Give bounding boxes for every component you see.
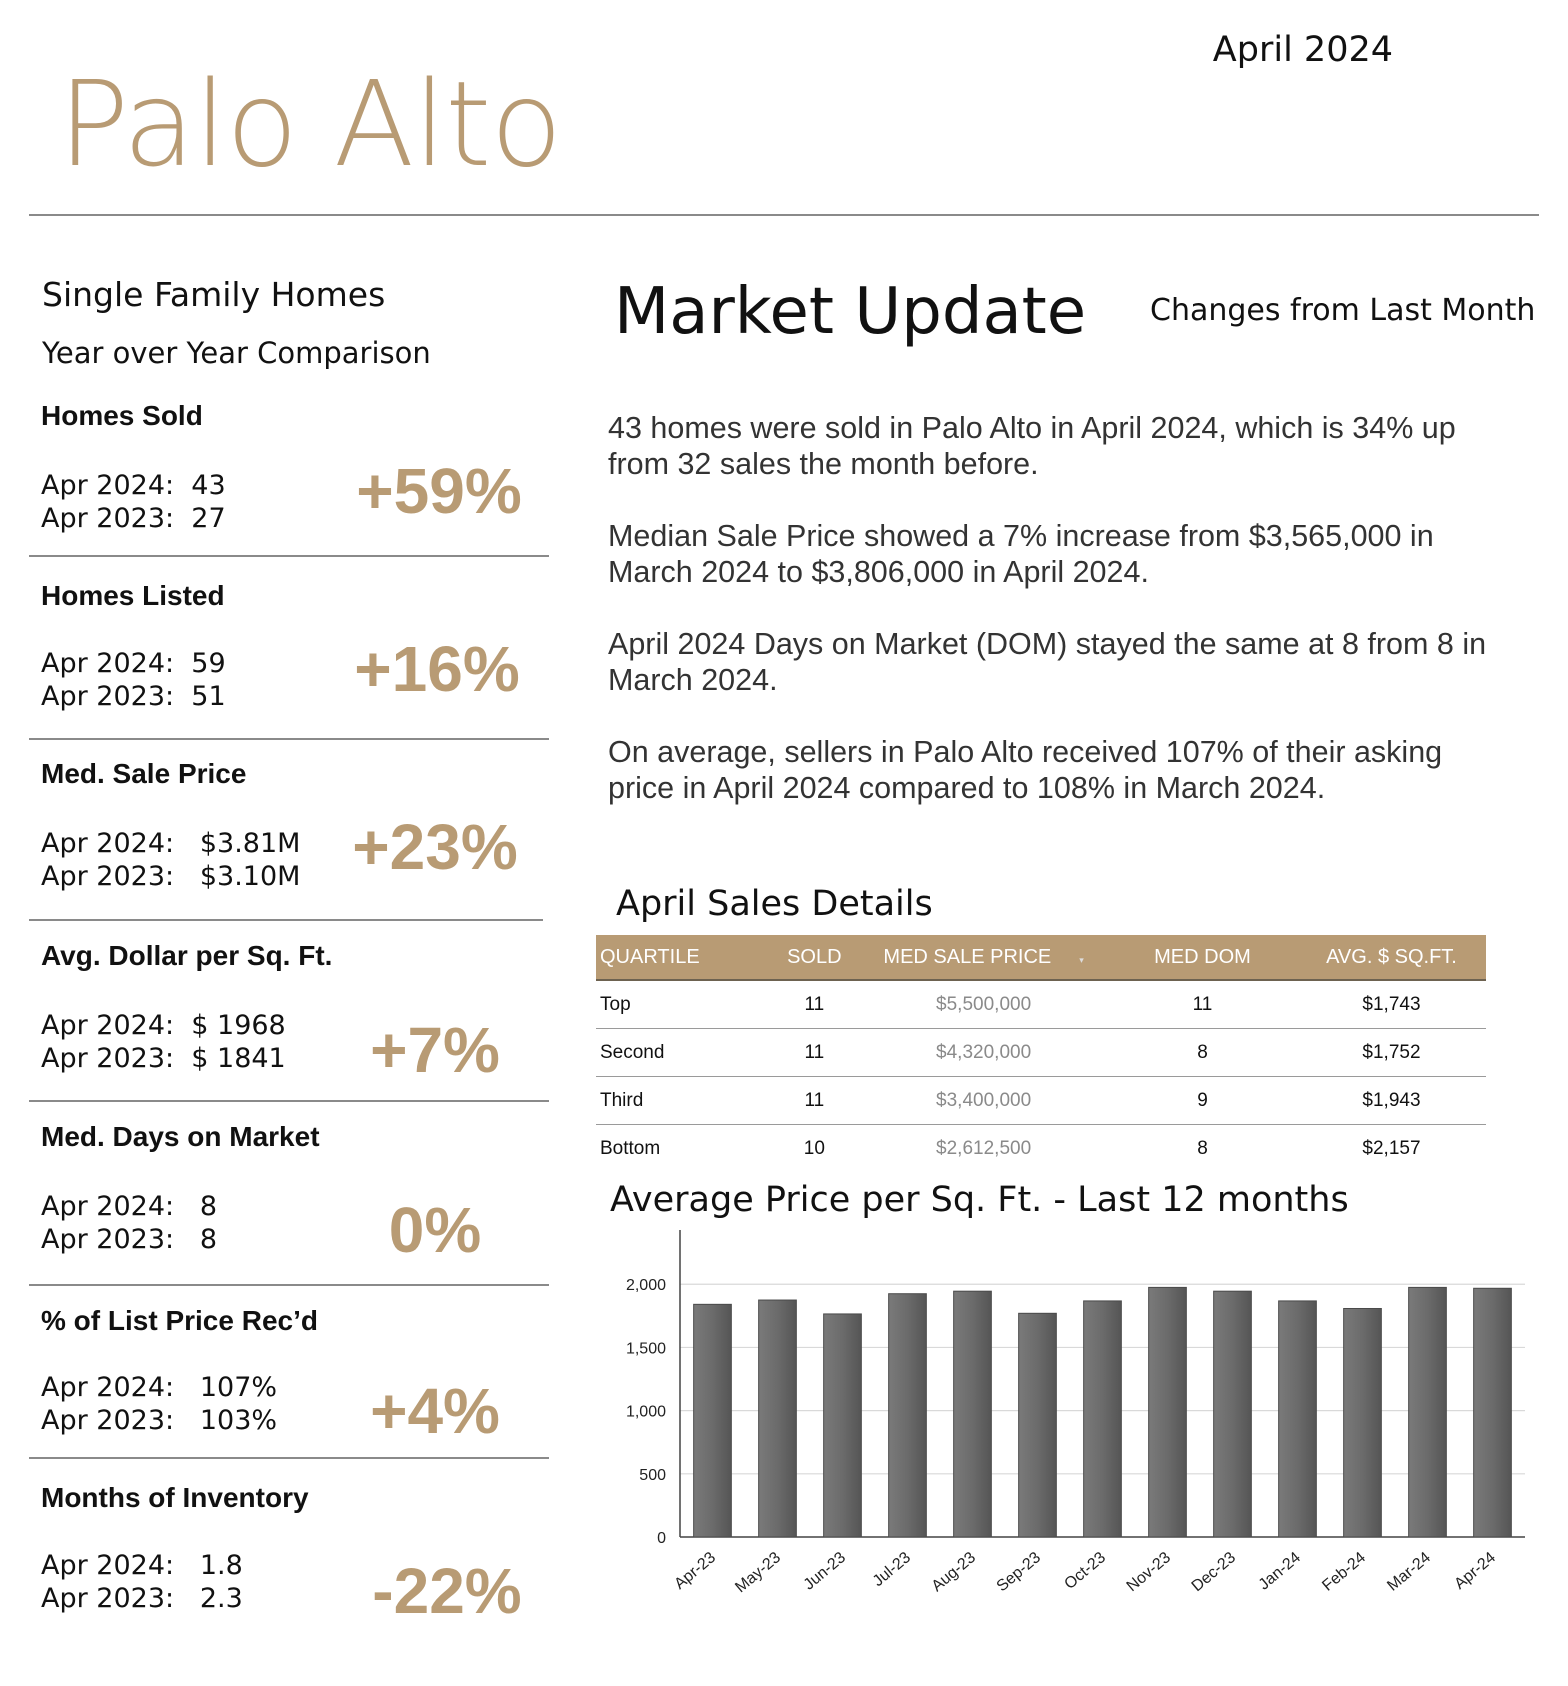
- table-cell: 8: [1197, 1137, 1208, 1159]
- x-tick-label: Jan-24: [1255, 1549, 1305, 1594]
- table-cell: Top: [596, 980, 769, 1029]
- column-header[interactable]: SOLD: [769, 935, 859, 980]
- metric-previous: Apr 2023: $ 1841: [41, 1043, 286, 1074]
- x-tick-label: Feb-24: [1319, 1549, 1370, 1595]
- metric-title: Avg. Dollar per Sq. Ft.: [41, 940, 333, 971]
- x-tick-label: Nov-23: [1123, 1549, 1175, 1596]
- market-paragraph: On average, sellers in Palo Alto received 107% of their asking price in April 2024 compared to 108% in March 2024.: [608, 735, 1443, 805]
- y-tick-label: 1,500: [625, 1340, 666, 1358]
- chart-title: Average Price per Sq. Ft. - Last 12 months: [610, 1180, 1349, 1220]
- city-title: Palo Alto: [58, 55, 562, 193]
- y-tick-label: 500: [639, 1466, 666, 1484]
- metric-current: Apr 2024: 107%: [41, 1372, 278, 1403]
- section-title: Single Family Homes: [42, 275, 386, 314]
- table-row: [596, 980, 1486, 1029]
- changes-label: Changes from Last Month: [1150, 293, 1536, 328]
- table-cell: 11: [1108, 980, 1297, 1029]
- column-header-label: MED SALE PRICE: [883, 945, 1052, 968]
- metric-current: Apr 2024: 59: [41, 648, 226, 679]
- metric-divider: [29, 1100, 549, 1102]
- chart-bar: [1409, 1287, 1447, 1537]
- chart-bar: [824, 1314, 862, 1537]
- table-cell: Bottom: [600, 1137, 661, 1159]
- metric-current: Apr 2024: 1.8: [41, 1550, 243, 1581]
- metric-current: Apr 2024: $ 1968: [41, 1010, 286, 1041]
- metric-title: Homes Listed: [41, 580, 225, 611]
- table-cell: $2,612,500: [936, 1137, 1032, 1159]
- metric-previous: Apr 2023: 51: [41, 681, 226, 712]
- chart-bar: [694, 1304, 732, 1537]
- metric-title: Med. Sale Price: [41, 758, 247, 789]
- chart-bar: [889, 1294, 927, 1537]
- column-header[interactable]: AVG. $ SQ.FT.: [1297, 935, 1486, 980]
- price-per-sqft-chart: [600, 1230, 1540, 1650]
- market-paragraph: 43 homes were sold in Palo Alto in April 2024, which is 34% up from 32 sales the month before.: [608, 411, 1456, 481]
- metric-change: +23%: [352, 811, 518, 883]
- metric-title: Med. Days on Market: [41, 1121, 320, 1152]
- chart-bar: [1019, 1313, 1057, 1537]
- metric-current: Apr 2024: 43: [41, 470, 226, 501]
- chart-bar: [1214, 1291, 1252, 1537]
- metric-title: % of List Price Rec’d: [41, 1305, 318, 1336]
- x-tick-label: Jun-23: [800, 1549, 850, 1594]
- table-cell: 10: [803, 1137, 825, 1159]
- metric-divider: [29, 555, 549, 557]
- metric-divider: [29, 1284, 549, 1286]
- metric-previous: Apr 2023: 27: [41, 503, 226, 534]
- x-tick-label: Apr-24: [1451, 1549, 1500, 1593]
- metric-current: Apr 2024: $3.81M: [41, 828, 301, 859]
- table-header-row: [596, 935, 1486, 980]
- table-cell: $5,500,000: [859, 980, 1108, 1029]
- table-cell: 9: [1108, 1077, 1297, 1125]
- chart-bar: [1149, 1287, 1187, 1537]
- y-tick-label: 2,000: [625, 1277, 666, 1295]
- metric-change: +7%: [370, 1014, 500, 1086]
- market-update-title: Market Update: [614, 275, 1087, 349]
- chart-bar: [759, 1300, 797, 1537]
- metric-divider: [29, 738, 549, 740]
- metric-change: -22%: [372, 1555, 522, 1627]
- metric-change: +59%: [356, 455, 522, 527]
- x-tick-label: Dec-23: [1188, 1549, 1240, 1596]
- sales-details-table: [596, 935, 1486, 1172]
- x-tick-label: Oct-23: [1061, 1549, 1110, 1593]
- metric-divider: [29, 919, 543, 921]
- table-cell: $1,743: [1297, 980, 1486, 1029]
- metric-current: Apr 2024: 8: [41, 1191, 218, 1222]
- metric-previous: Apr 2023: $3.10M: [41, 861, 301, 892]
- table-cell: $1,943: [1297, 1077, 1486, 1125]
- section-subtitle: Year over Year Comparison: [42, 336, 431, 370]
- table-cell: 11: [769, 1077, 859, 1125]
- table-cell: $4,320,000: [859, 1029, 1108, 1077]
- x-tick-label: Apr-23: [671, 1549, 720, 1593]
- metric-previous: Apr 2023: 103%: [41, 1405, 278, 1436]
- table-row: [596, 1077, 1486, 1125]
- chart-bar: [1084, 1301, 1122, 1537]
- metric-title: Homes Sold: [41, 400, 203, 431]
- sales-details-title: April Sales Details: [616, 884, 933, 924]
- x-tick-label: Sep-23: [993, 1549, 1045, 1596]
- table-cell: 8: [1108, 1029, 1297, 1077]
- sort-caret-icon: ▾: [1079, 954, 1084, 965]
- chart-bar: [1279, 1301, 1317, 1537]
- metric-change: +16%: [354, 633, 520, 705]
- column-header[interactable]: MED DOM: [1108, 935, 1297, 980]
- y-tick-label: 1,000: [625, 1403, 666, 1421]
- table-cell: Second: [596, 1029, 769, 1077]
- x-tick-label: Jul-23: [869, 1549, 915, 1591]
- x-tick-label: Aug-23: [928, 1549, 980, 1596]
- table-cell: $2,157: [1362, 1137, 1421, 1159]
- chart-bar: [1474, 1288, 1512, 1537]
- metric-previous: Apr 2023: 2.3: [41, 1583, 243, 1614]
- chart-bar: [1344, 1308, 1382, 1537]
- chart-bar: [954, 1291, 992, 1537]
- column-header-sorted[interactable]: [859, 935, 1108, 980]
- table-cell: $3,400,000: [859, 1077, 1108, 1125]
- table-cell: 11: [769, 980, 859, 1029]
- table-row: [596, 1125, 1486, 1173]
- x-tick-label: May-23: [732, 1549, 785, 1597]
- y-tick-label: 0: [657, 1530, 666, 1547]
- market-paragraph: April 2024 Days on Market (DOM) stayed the same at 8 from 8 in March 2024.: [608, 627, 1487, 697]
- metric-divider: [29, 1457, 549, 1459]
- report-date: April 2024: [1212, 30, 1393, 70]
- market-paragraph: Median Sale Price showed a 7% increase from $3,565,000 in March 2024 to $3,806,000 in April 2024.: [608, 519, 1434, 589]
- metric-previous: Apr 2023: 8: [41, 1224, 218, 1255]
- x-tick-label: Mar-24: [1384, 1549, 1435, 1595]
- table-row: [596, 1029, 1486, 1077]
- metric-title: Months of Inventory: [41, 1482, 309, 1513]
- table-cell: Third: [596, 1077, 769, 1125]
- table-cell: 11: [769, 1029, 859, 1077]
- table-cell: $1,752: [1297, 1029, 1486, 1077]
- metric-change: 0%: [388, 1194, 482, 1266]
- column-header[interactable]: QUARTILE: [596, 935, 769, 980]
- metric-change: +4%: [370, 1375, 500, 1447]
- header-divider: [29, 214, 1539, 216]
